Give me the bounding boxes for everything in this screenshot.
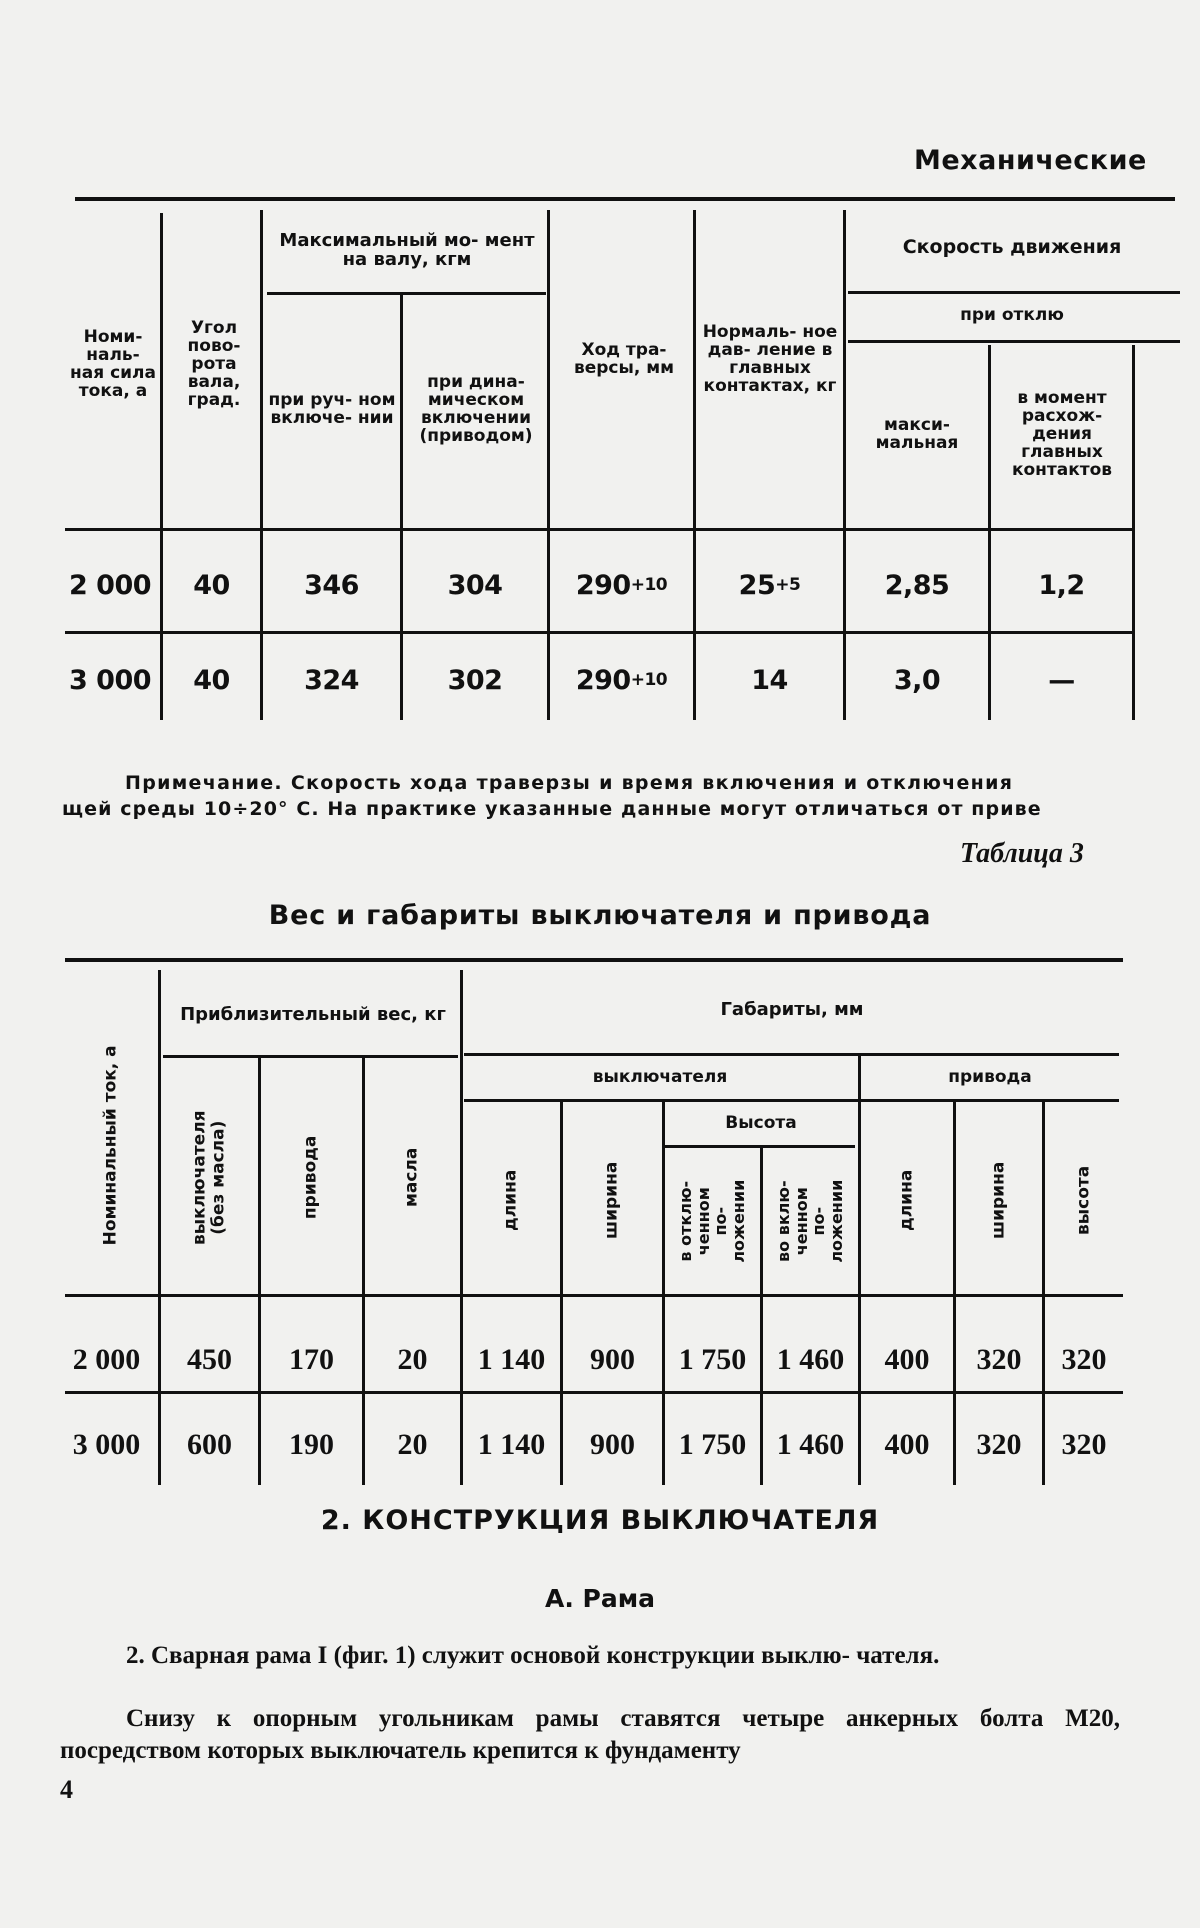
header-weight-oil: [366, 1065, 458, 1290]
table1-cell: 324: [304, 664, 359, 696]
table2-cell: 900: [590, 1428, 635, 1461]
note-line: Примечание. Скорость хода траверзы и время включения и отключения: [125, 772, 1014, 794]
pressure-tolerance: +5: [775, 575, 801, 595]
table2-cell: 190: [289, 1428, 334, 1461]
header-height-off-text: в отклю- ченном по- ложении: [675, 1179, 748, 1263]
table1-col-rule: [547, 210, 550, 720]
header-on-off: при отклю: [960, 305, 1064, 326]
table2-col-rule: [158, 970, 161, 1485]
header-length: [464, 1110, 558, 1290]
table2-header-rule: [65, 1294, 1123, 1297]
table1-row-rule: [65, 631, 1135, 634]
table1-cell: 2 000: [68, 569, 152, 601]
table1-cell: 2,85: [884, 569, 950, 601]
travel-value: 290: [575, 569, 631, 601]
table2-cell: 3 000: [72, 1428, 141, 1461]
table1-rule: [848, 291, 1180, 294]
table2-cell: 320: [976, 1343, 1022, 1376]
pressure-value: 25: [738, 569, 776, 601]
header-switch: выключателя: [592, 1067, 728, 1088]
header-speed: Скорость движения: [902, 235, 1122, 258]
table-label: Таблица 3: [960, 838, 1084, 869]
table2-cell: 900: [590, 1343, 635, 1376]
table1-cell: 40: [193, 664, 230, 696]
header-drive-height: [1046, 1110, 1122, 1290]
table1-col-rule: [693, 210, 696, 720]
table2-cell: 1 750: [678, 1343, 747, 1376]
header-drive-width: [957, 1110, 1041, 1290]
header-max-torque: Максимальный мо- мент на валу, кгм: [279, 230, 535, 270]
section-title: Механические: [914, 145, 1147, 176]
table1-cell: 3 000: [68, 664, 152, 696]
table2-cell: 1 140: [477, 1428, 546, 1461]
table1-col-rule: [260, 210, 263, 720]
page-number: 4: [60, 1775, 73, 1804]
travel-tolerance: +10: [630, 575, 668, 595]
table2-cell: 2 000: [72, 1343, 141, 1376]
table1-rule: [848, 340, 1180, 343]
header-weight-drive: [262, 1065, 360, 1290]
table1-header-rule: [65, 528, 1135, 531]
table-title: Вес и габариты выключателя и привода: [268, 900, 932, 931]
table2-cell: 400: [884, 1428, 930, 1461]
table2-cell: 1 140: [477, 1343, 546, 1376]
header-height-on-text: во вклю- ченном по- ложении: [773, 1179, 846, 1263]
table1-cell: [550, 655, 693, 705]
header-weight: Приблизительный вес, кг: [180, 1003, 446, 1025]
travel-value: 290: [575, 664, 631, 696]
table2-rule: [163, 1055, 458, 1058]
header-drive-height-text: высота: [1073, 1165, 1094, 1235]
header-travel: Ход тра- версы, мм: [573, 340, 675, 378]
table2-cell: 1 750: [678, 1428, 747, 1461]
table1-cell: [696, 560, 843, 610]
section-heading: 2. КОНСТРУКЦИЯ ВЫКЛЮЧАТЕЛЯ: [320, 1505, 880, 1536]
table1-cell: 302: [447, 664, 503, 696]
header-weight-oil-text: масла: [401, 1147, 422, 1208]
table2-cell: 20: [397, 1343, 428, 1376]
table2-top-rule: [65, 958, 1123, 962]
paragraph: 2. Сварная рама I (фиг. 1) служит основой конструкции выклю- чателя.: [126, 1642, 940, 1669]
table1-cell: —: [1048, 664, 1075, 696]
header-nominal-current-text: Номинальный ток, а: [100, 1045, 121, 1245]
table2-cell: 170: [289, 1343, 334, 1376]
header-weight-drive-text: привода: [300, 1135, 321, 1220]
pressure-value: 14: [751, 664, 788, 696]
header-max: макси- мальная: [875, 415, 959, 453]
table2-cell: 320: [1061, 1428, 1107, 1461]
table2-cell: 20: [397, 1428, 428, 1461]
table2-cell: 1 460: [776, 1343, 845, 1376]
table2-cell: 450: [187, 1343, 232, 1376]
table1-cell: 1,2: [1038, 569, 1085, 601]
paragraph: Снизу к опорным угольникам рамы ставятся четыре анкерных болта М20, посредством которых выключатель крепится к фундаменту: [60, 1705, 1120, 1764]
table1-top-rule: [75, 197, 1175, 201]
header-height: Высота: [725, 1113, 797, 1134]
table1-rule: [267, 292, 546, 295]
table2-row-rule: [65, 1391, 1123, 1394]
header-length-text: длина: [500, 1169, 521, 1231]
header-drive: привода: [948, 1067, 1032, 1088]
table2-cell: 320: [1061, 1343, 1107, 1376]
header-manual: при руч- ном включе- нии: [268, 390, 396, 428]
header-drive-length: [862, 1110, 952, 1290]
header-height-on: [764, 1150, 856, 1292]
travel-tolerance: +10: [630, 670, 668, 690]
table1-cell: 346: [304, 569, 359, 601]
header-nominal-current: [66, 1000, 156, 1290]
table1-cell: [550, 560, 693, 610]
header-dynamic: при дина- мическом включении (приводом): [419, 372, 533, 446]
header-nominal-current: Номи- наль- ная сила тока, а: [70, 327, 156, 401]
header-width: [564, 1110, 660, 1290]
subsection-heading: А. Рама: [544, 1584, 656, 1613]
table1-cell: 40: [193, 569, 230, 601]
table1-cell: [696, 655, 843, 705]
header-width-text: ширина: [601, 1161, 622, 1239]
table2-cell: 400: [884, 1343, 930, 1376]
table1-col-rule: [843, 210, 846, 720]
table2-cell: 1 460: [776, 1428, 845, 1461]
header-separation: в момент расхож- дения главных контактов: [1011, 388, 1113, 480]
header-weight-switch-text: выключателя (без масла): [189, 1110, 229, 1245]
table2-cell: 320: [976, 1428, 1022, 1461]
table1-cell: 304: [447, 569, 503, 601]
header-rotation-angle: Угол пово- рота вала, град.: [187, 318, 241, 410]
header-drive-length-text: длина: [896, 1169, 917, 1231]
table1-cell: 3,0: [893, 664, 941, 696]
header-height-off: [666, 1150, 758, 1292]
note-line: щей среды 10÷20° С. На практике указанные данные могут отличаться от приве: [62, 798, 1042, 820]
table2-col-rule: [460, 970, 463, 1485]
table1-col-rule: [1132, 345, 1135, 720]
header-pressure: Нормаль- ное дав- ление в главных контактах, кг: [702, 322, 838, 396]
header-drive-width-text: ширина: [988, 1161, 1009, 1239]
header-weight-switch: [162, 1065, 256, 1290]
table1-col-rule: [160, 213, 163, 720]
table2-rule: [464, 1053, 1119, 1056]
table2-cell: 600: [187, 1428, 232, 1461]
header-dims: Габариты, мм: [720, 998, 864, 1020]
